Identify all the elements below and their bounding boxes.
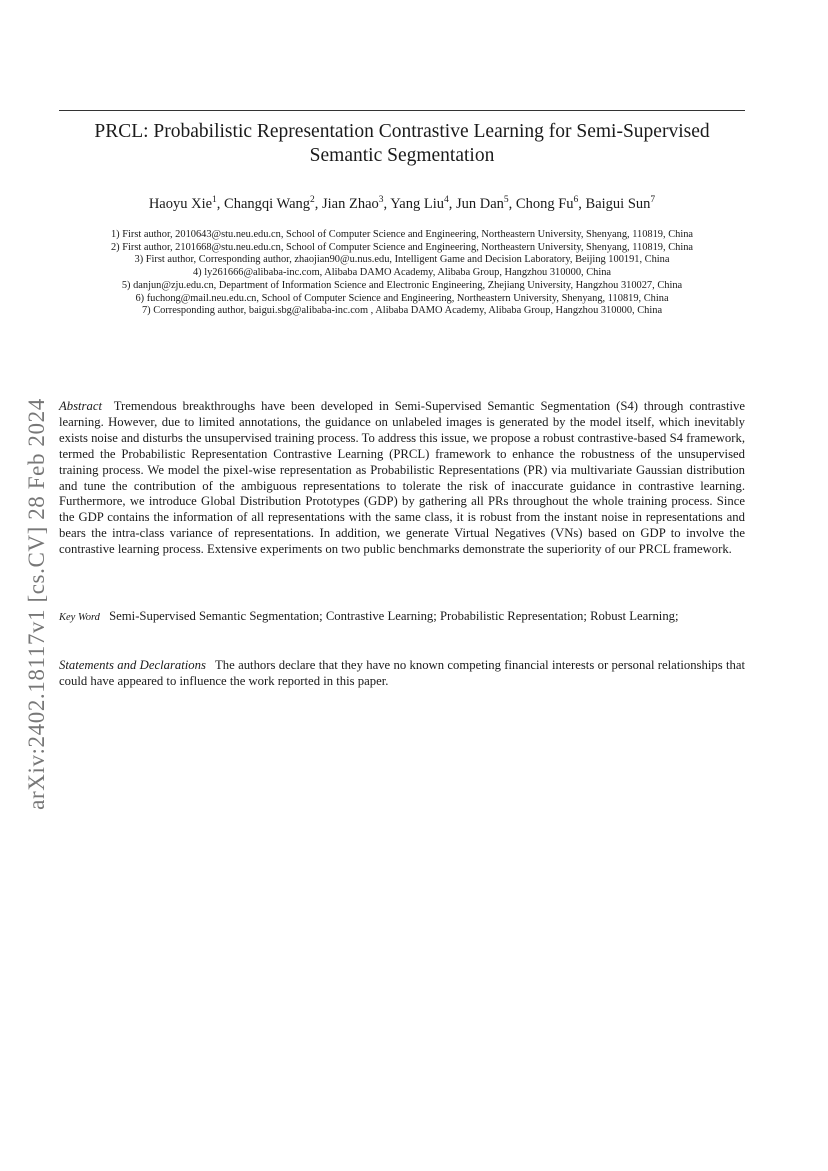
abstract (59, 399, 745, 558)
paper-title: PRCL: Probabilistic Representation Contrastive Learning for Semi-Supervised Semantic Segmentation (94, 121, 710, 166)
author-mark: 2 (310, 195, 315, 205)
author-mark: 7 (650, 195, 656, 205)
affiliation: 4) ly261666@alibaba-inc.com, Alibaba DAMO Academy, Alibaba Group, Hangzhou 310000, China (192, 267, 612, 279)
author: Jun Dan$^5$ (455, 195, 509, 212)
keywords (59, 609, 745, 626)
author: Jian Zhao$^3$ (322, 195, 384, 212)
affiliation-list (59, 229, 745, 318)
author-mark: 4 (443, 195, 449, 205)
author: Haoyu Xie$^1$ (148, 195, 217, 212)
affiliation: 3) First author, Corresponding author, zhaojian90@u.nus.edu, Intelligent Game and Decision Laboratory, Beijing 100191, China (134, 254, 670, 266)
arxiv-identifier: arXiv:2402.18117v1 [cs.CV] 28 Feb 2024 (24, 398, 49, 810)
affiliation: 2) First author, 2101668@stu.neu.edu.cn, School of Computer Science and Engineering, Northeastern University, Shenyang, 110819, China (110, 241, 694, 253)
abstract-label: Abstract (59, 399, 102, 413)
keywords-text: Semi-Supervised Semantic Segmentation; Contrastive Learning; Probabilistic Representation; Robust Learning; (109, 609, 679, 623)
affiliation: 7) Corresponding author, baigui.sbg@alibaba-inc.com , Alibaba DAMO Academy, Alibaba Group, Hangzhou 310000, China (141, 305, 663, 317)
author-mark: 6 (573, 195, 579, 205)
keywords-label: Key Word (59, 612, 100, 623)
author-mark: 1 (212, 195, 217, 205)
author: Baigui Sun$^7$ (585, 195, 656, 212)
top-rule (59, 110, 745, 111)
author-mark: 3 (378, 195, 384, 205)
author-mark: 5 (503, 195, 509, 205)
statements-label: Statements and Declarations (59, 658, 206, 672)
author: Chong Fu$^6$ (515, 195, 579, 212)
affiliation: 6) fuchong@mail.neu.edu.cn, School of Computer Science and Engineering, Northeastern University, Shenyang, 110819, China (135, 292, 669, 304)
author: Changqi Wang$^2$ (224, 195, 315, 212)
author: Yang Liu$^4$ (390, 195, 449, 212)
statements-declarations (59, 658, 745, 690)
statements-text: The authors declare that they have no known competing financial interests or personal relationships that could have appeared to influence the work reported in this paper. (59, 658, 745, 688)
abstract-text: Tremendous breakthroughs have been developed in Semi-Supervised Semantic Segmentation (S4) through contrastive learning. However, due to limited annotations, the guidance on unlabeled images is generated by the model itself, which inevitably exists noise and disturbs the unsupervised training process. To address this issue, we propose a robust contrastive-based S4 framework, termed the Probabilistic Representation Contrastive Learning (PRCL) framework to enhance the robustness of the unsupervised training process. We model the pixel-wise representation as Probabilistic Representations (PR) via multivariate Gaussian distribution and tune the contribution of the ambiguous representations to tolerate the risk of inaccurate guidance in contrastive learning. Furthermore, we introduce Global Distribution Prototypes (GDP) by gathering all PRs throughout the whole training process. Since the GDP contains the information of all representations with the same class, it is robust from the instant noise in representations and bears the intra-class variance of representations. In addition, we generate Virtual Negatives (VNs) based on GDP to involve the contrastive learning process. Extensive experiments on two public benchmarks demonstrate the superiority of our PRCL framework. (59, 399, 745, 557)
affiliation: 5) danjun@zju.edu.cn, Department of Information Science and Electronic Engineering, Zhejiang University, Hangzhou 310027, China (121, 279, 683, 291)
author-list: Haoyu Xie$^1$, Changqi Wang$^2$, Jian Zhao$^3$, Yang Liu$^4$, Jun Dan$^5$, Chong Fu$^6$, Baigui Sun$^7$ (148, 195, 656, 212)
affiliation: 1) First author, 2010643@stu.neu.edu.cn, School of Computer Science and Engineering, Northeastern University, Shenyang, 110819, China (110, 229, 694, 240)
